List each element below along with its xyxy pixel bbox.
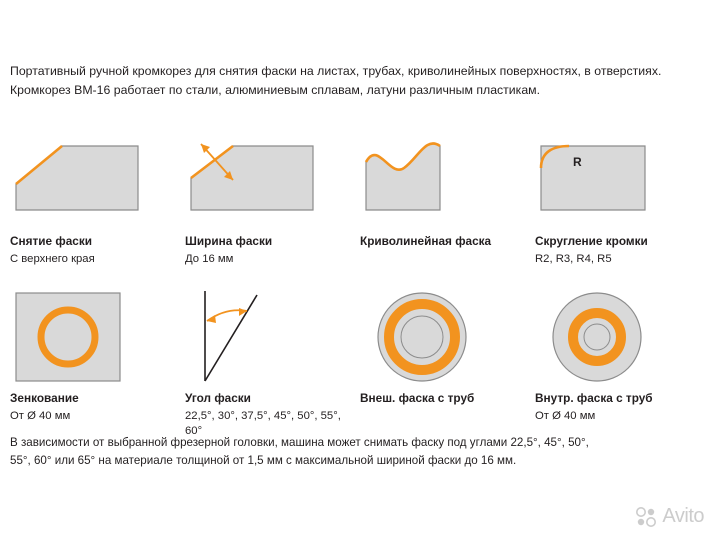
watermark-text: Avito — [662, 505, 704, 527]
feature-title: Скругление кромки — [535, 234, 648, 248]
intro-line-2: Кромкорез ВМ-16 работает по стали, алюминиевым сплавам, латуни различным пластикам. — [10, 83, 541, 97]
feature-title: Ширина фаски — [185, 234, 273, 248]
curved-edge-shape-icon — [360, 132, 521, 222]
feature-title: Угол фаски — [185, 391, 251, 405]
feature-subtitle: С верхнего края — [10, 253, 95, 265]
bevel-width-arrow-shape-icon — [185, 132, 346, 222]
feature-outer-pipe-chamfer — [360, 289, 535, 439]
feature-subtitle: R2, R3, R4, R5 — [535, 253, 612, 265]
feature-inner-pipe-chamfer — [535, 289, 710, 439]
feature-row-2 — [10, 289, 710, 439]
footer-line-2: 55°, 60° или 65° на материале толщиной от 1,5 мм с максимальной шириной фаски до 16 мм. — [10, 454, 517, 467]
feature-subtitle: 22,5°, 30°, 37,5°, 45°, 50°, 55°, 60° — [185, 410, 341, 437]
feature-subtitle: От Ø 40 мм — [10, 410, 71, 422]
feature-title: Внеш. фаска с труб — [360, 391, 475, 405]
feature-curved-chamfer — [360, 132, 535, 267]
feature-title: Снятие фаски — [10, 234, 92, 248]
countersink-hole-shape-icon — [10, 289, 171, 379]
feature-chamfering — [10, 132, 185, 267]
intro-text — [10, 62, 710, 100]
feature-subtitle: От Ø 40 мм — [535, 410, 596, 422]
radius-corner-shape-icon — [535, 132, 696, 222]
watermark — [635, 505, 704, 528]
radius-label: R — [573, 155, 582, 169]
angle-lines-shape-icon — [185, 289, 346, 379]
feature-title: Криволинейная фаска — [360, 234, 492, 248]
feature-title: Внутр. фаска с труб — [535, 391, 653, 405]
feature-chamfer-width — [185, 132, 360, 267]
feature-title: Зенкование — [10, 391, 79, 405]
bevel-cut-shape-icon — [10, 132, 171, 222]
intro-line-1: Портативный ручной кромкорез для снятия фаски на листах, трубах, криволинейных поверхностях, в отверстиях. — [10, 64, 662, 78]
feature-countersinking — [10, 289, 185, 439]
feature-edge-rounding — [535, 132, 710, 267]
feature-chamfer-angle — [185, 289, 360, 439]
feature-grid — [10, 132, 710, 439]
avito-logo-icon — [635, 506, 657, 528]
footer-line-1: В зависимости от выбранной фрезерной головки, машина может снимать фаску под углами 22,5°, 45°, 50°, — [10, 436, 589, 449]
inner-ring-shape-icon — [535, 289, 696, 379]
feature-row-1 — [10, 132, 710, 267]
outer-ring-shape-icon — [360, 289, 521, 379]
feature-subtitle: До 16 мм — [185, 253, 234, 265]
footer-text — [10, 434, 710, 470]
